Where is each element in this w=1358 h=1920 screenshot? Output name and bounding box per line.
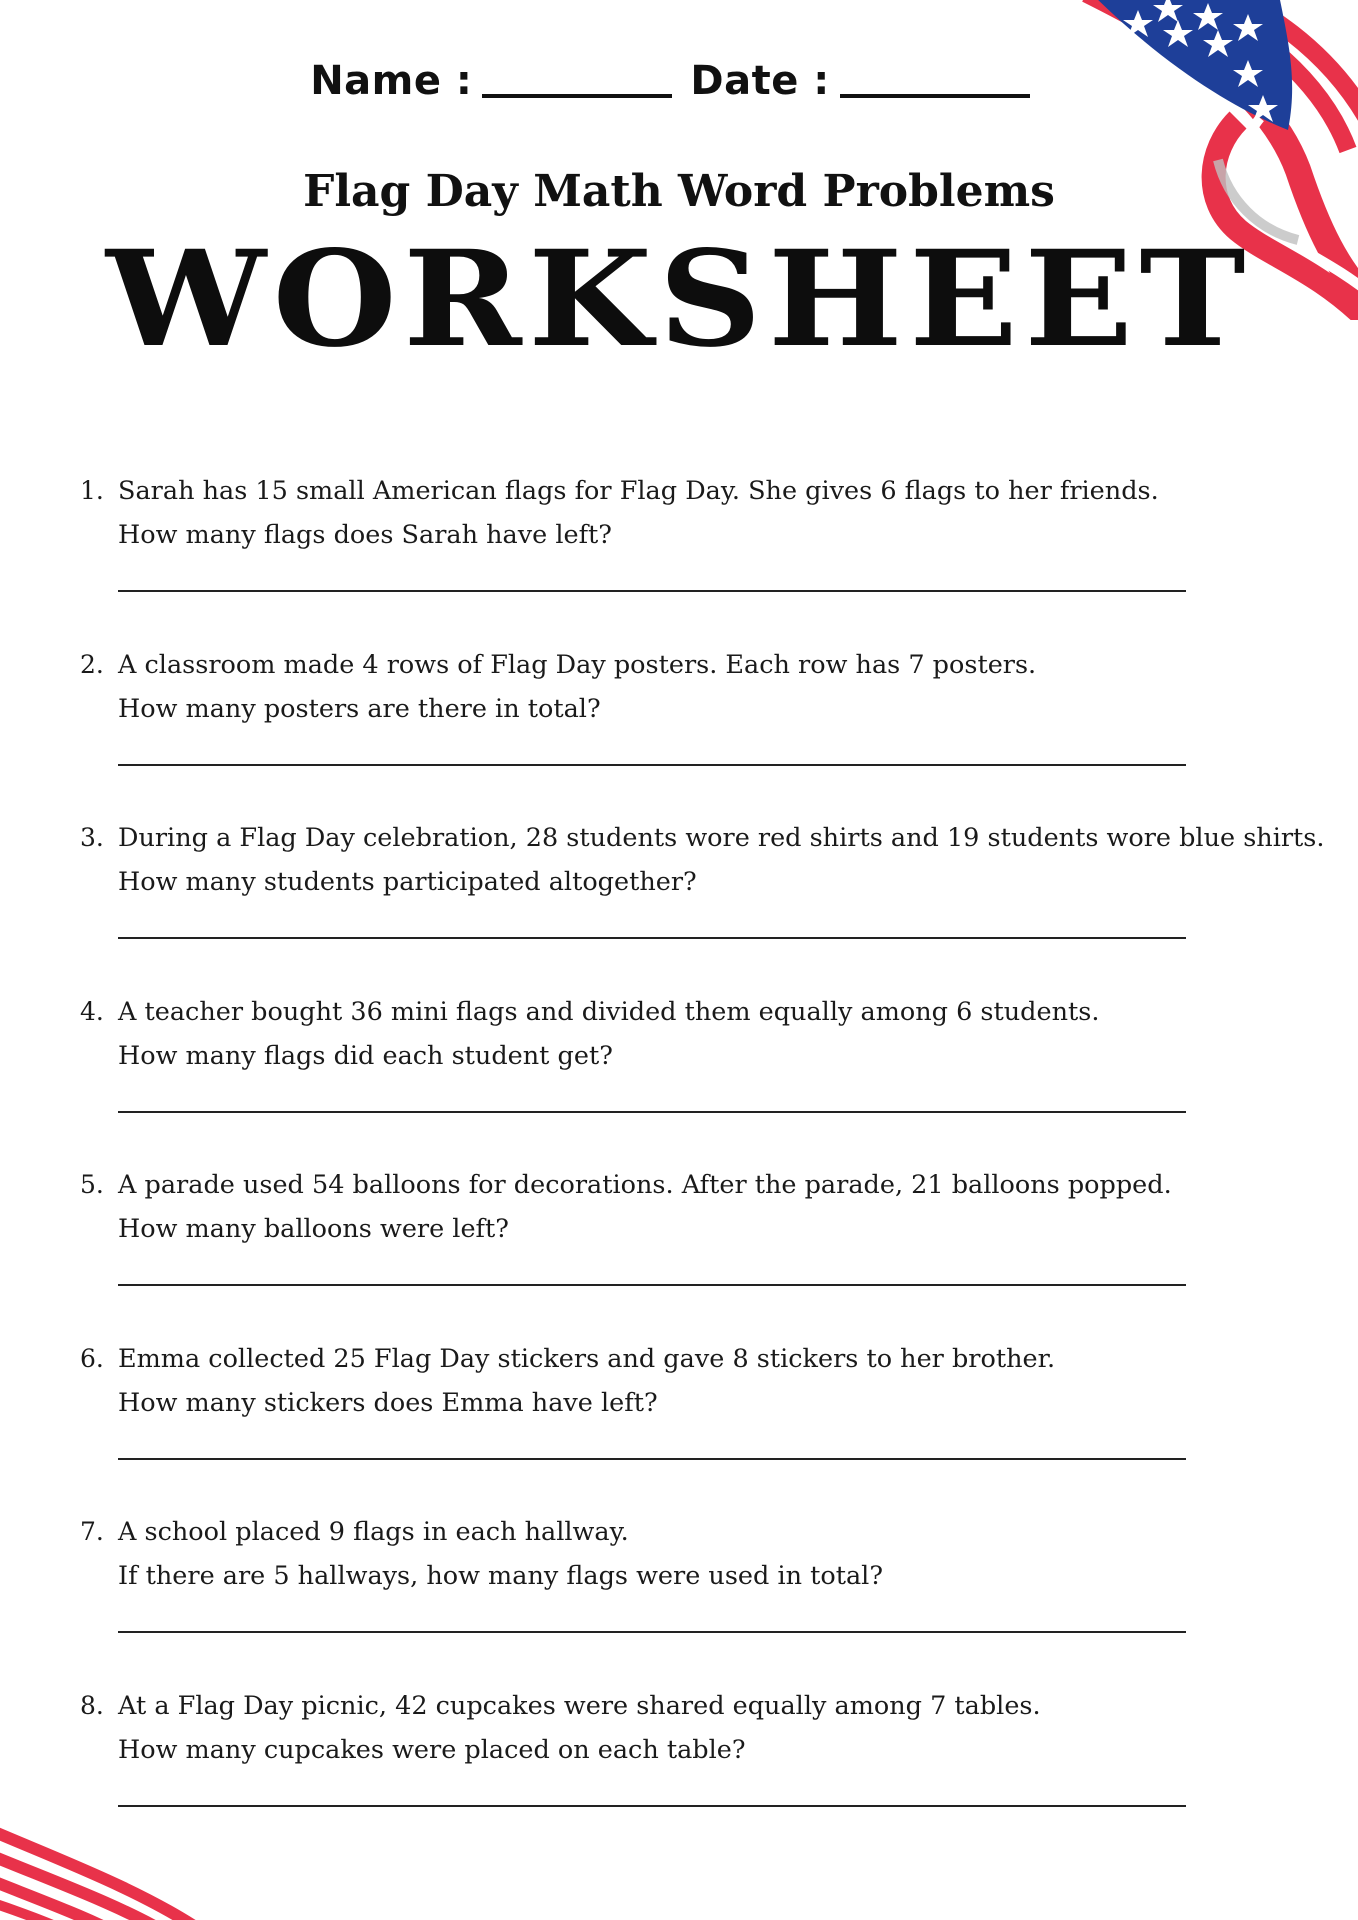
problem-question: How many flags did each student get? (118, 1040, 613, 1071)
answer-line[interactable] (118, 1458, 1186, 1460)
answer-line[interactable] (118, 1805, 1186, 1807)
problem-text: At a Flag Day picnic, 42 cupcakes were shared equally among 7 tables. (118, 1690, 1041, 1721)
date-label: Date : (690, 58, 830, 104)
problem-item (80, 1170, 1280, 1344)
problem-text: Sarah has 15 small American flags for Flag Day. She gives 6 flags to her friends. (118, 476, 1159, 506)
worksheet-title: WORKSHEET (105, 222, 1253, 377)
problem-question: How many students participated altogether? (118, 867, 697, 897)
problem-text: A classroom made 4 rows of Flag Day posters. Each row has 7 posters. (118, 649, 1037, 680)
date-field[interactable] (840, 94, 1030, 98)
problem-number: 7. (80, 1517, 104, 1546)
worksheet-subtitle: Flag Day Math Word Problems (303, 166, 1055, 217)
name-date-header (0, 58, 1358, 104)
problem-question: How many posters are there in total? (118, 693, 601, 724)
problem-item (80, 997, 1280, 1171)
problem-number: 1. (80, 476, 104, 505)
problem-number: 4. (80, 996, 104, 1026)
problem-question: How many balloons were left? (118, 1214, 509, 1244)
problem-question: How many cupcakes were placed on each table? (118, 1734, 746, 1765)
problem-question: How many flags does Sarah have left? (118, 520, 612, 550)
name-field[interactable] (482, 94, 672, 98)
problem-number: 5. (80, 1170, 104, 1199)
problem-item (80, 1691, 1280, 1865)
problem-text: During a Flag Day celebration, 28 students wore red shirts and 19 students wore blue shirts. (118, 823, 1325, 853)
problem-text: Emma collected 25 Flag Day stickers and gave 8 stickers to her brother. (118, 1343, 1056, 1374)
answer-line[interactable] (118, 1111, 1186, 1113)
problem-number: 8. (80, 1690, 104, 1720)
problem-text: A teacher bought 36 mini flags and divided them equally among 6 students. (118, 996, 1100, 1027)
problem-text: A school placed 9 flags in each hallway. (118, 1517, 629, 1547)
answer-line[interactable] (118, 1284, 1186, 1286)
problem-text: A parade used 54 balloons for decorations. After the parade, 21 balloons popped. (118, 1170, 1172, 1200)
answer-line[interactable] (118, 590, 1186, 592)
name-label: Name : (310, 58, 473, 104)
problem-item (80, 476, 1280, 650)
problem-number: 2. (80, 649, 104, 679)
answer-line[interactable] (118, 1631, 1186, 1633)
problem-question: How many stickers does Emma have left? (118, 1387, 658, 1418)
problem-list (80, 476, 1325, 1864)
answer-line[interactable] (118, 764, 1186, 766)
problem-number: 3. (80, 823, 104, 852)
problem-item (80, 823, 1325, 997)
problem-item (80, 1344, 1280, 1518)
answer-line[interactable] (118, 937, 1186, 939)
problem-question: If there are 5 hallways, how many flags were used in total? (118, 1561, 883, 1591)
problem-item (80, 1517, 1280, 1691)
problem-item (80, 650, 1280, 824)
problem-number: 6. (80, 1343, 104, 1373)
